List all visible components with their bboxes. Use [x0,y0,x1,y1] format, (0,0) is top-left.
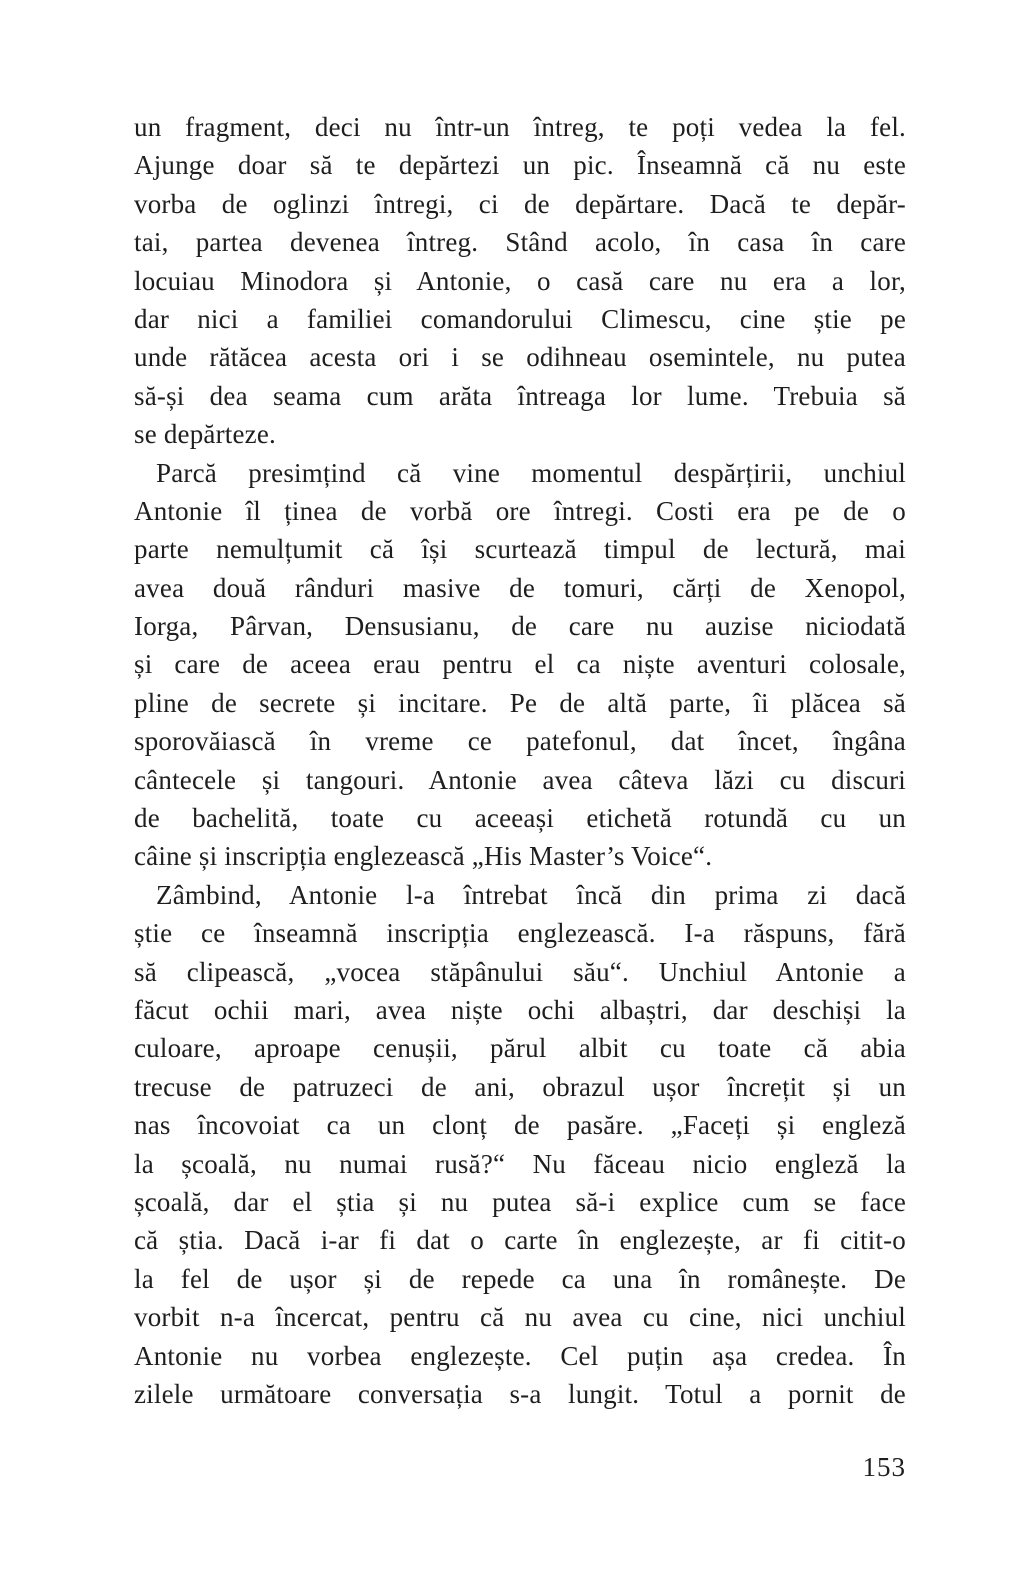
text-line: vorba de oglinzi întregi, ci de depărtare. Dacă te depăr- [134,188,906,219]
text-line: să-și dea seama cum arăta întreaga lor lume. Trebuia să [134,380,906,411]
page-number: 153 [862,1452,906,1482]
text-line: pline de secrete și incitare. Pe de altă parte, îi plăcea să [134,687,906,718]
text-line: la fel de ușor și de repede ca una în românește. De [134,1263,906,1294]
text-line: Antonie nu vorbea englezește. Cel puțin așa credea. În [134,1340,906,1371]
text-line: școală, dar el știa și nu putea să-i explice cum se face [134,1186,906,1217]
text-line: făcut ochii mari, avea niște ochi albaștri, dar deschiși la [134,994,906,1025]
text-line: parte nemulțumit că își scurtează timpul de lectură, mai [134,534,906,565]
text-line: că știa. Dacă i-ar fi dat o carte în englezește, ar fi citit-o [134,1225,906,1256]
text-block [134,108,906,1413]
text-line: sporovăiască în vreme ce patefonul, dat încet, îngâna [134,726,906,757]
text-line: Iorga, Pârvan, Densusianu, de care nu auzise niciodată [134,611,906,642]
text-line: de bachelită, toate cu aceeași etichetă rotundă cu un [134,803,906,834]
text-line: culoare, aproape cenușii, părul albit cu toate că abia [134,1033,906,1064]
text-line: Zâmbind, Antonie l-a întrebat încă din prima zi dacă [156,879,906,910]
text-line: zilele următoare conversația s-a lungit. Totul a pornit de [134,1378,906,1409]
text-line: cântecele și tangouri. Antonie avea câteva lăzi cu discuri [134,764,906,795]
text-line: la școală, nu numai rusă?“ Nu făceau nicio engleză la [134,1148,906,1179]
text-line: unde rătăcea acesta ori i se odihneau osemintele, nu putea [134,342,906,373]
text-line: câine și inscripția englezească „His Master’s Voice“. [134,841,713,872]
text-line: locuiau Minodora și Antonie, o casă care nu era a lor, [134,265,906,296]
text-line: să clipească, „vocea stăpânului său“. Unchiul Antonie a [134,956,906,987]
text-line: tai, partea devenea întreg. Stând acolo, în casa în care [134,227,906,258]
text-line: vorbit n-a încercat, pentru că nu avea cu cine, nici unchiul [134,1302,906,1333]
text-line: un fragment, deci nu într-un întreg, te poți vedea la fel. [134,112,906,142]
text-line: trecuse de patruzeci de ani, obrazul ușor încrețit și un [134,1071,906,1102]
text-line: Antonie îl ținea de vorbă ore întregi. Costi era pe de o [134,495,906,526]
text-line: se depărteze. [134,419,277,450]
text-line: și care de aceea erau pentru el ca niște aventuri colosale, [134,649,906,680]
text-line: Parcă presimțind că vine momentul despărțirii, unchiul [156,457,906,488]
text-line: avea două rânduri masive de tomuri, cărți de Xenopol, [134,572,906,603]
text-line: nas încovoiat ca un clonț de pasăre. „Faceți și engleză [134,1110,906,1141]
text-line: dar nici a familiei comandorului Climescu, cine știe pe [134,303,906,334]
text-line: știe ce înseamnă inscripția englezească. I-a răspuns, fără [134,918,906,949]
text-line: Ajunge doar să te depărtezi un pic. Înseamnă că nu este [134,150,906,181]
